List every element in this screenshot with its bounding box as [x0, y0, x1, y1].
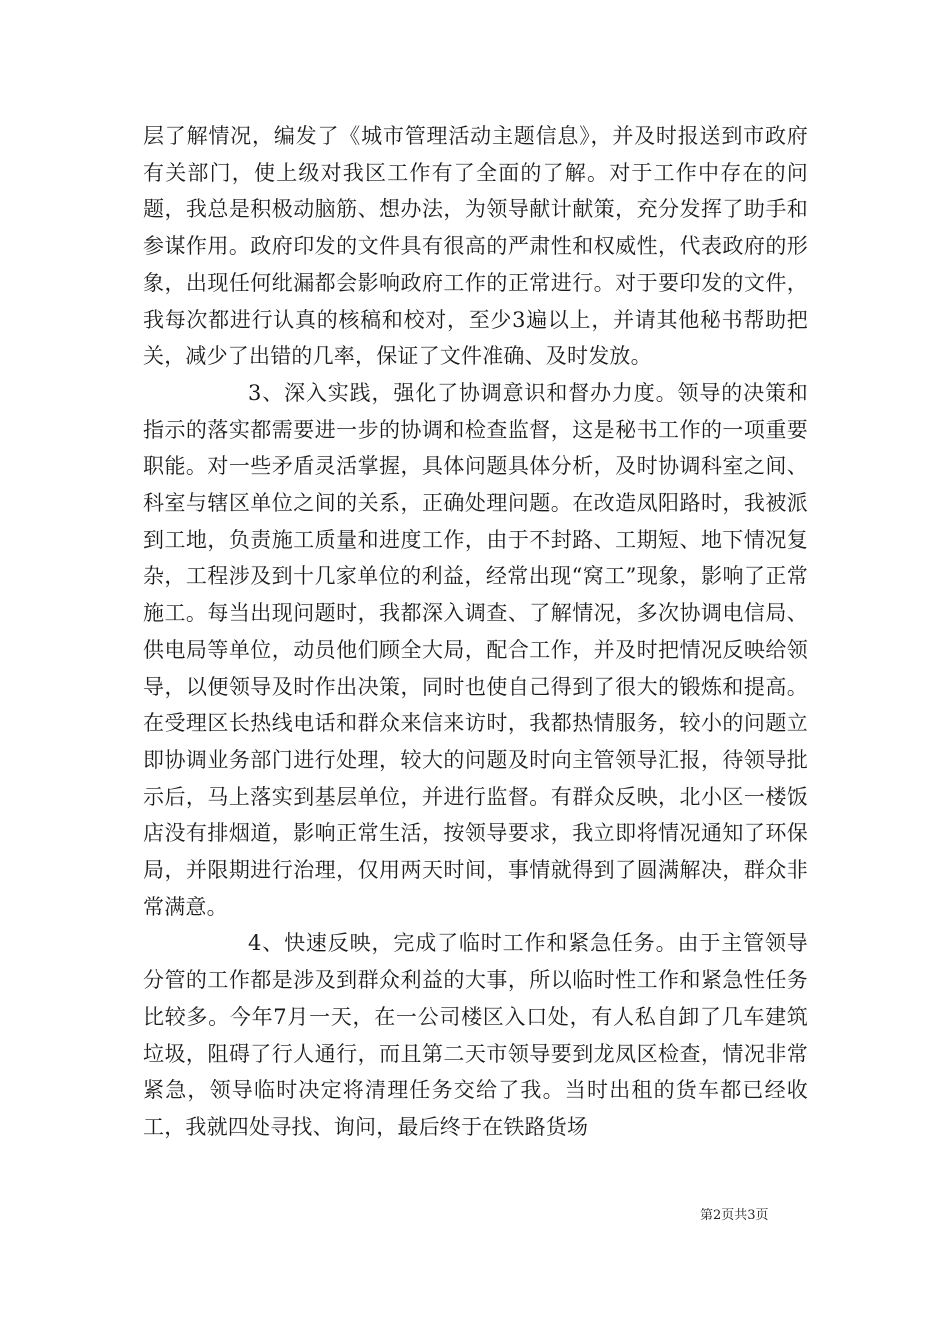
- page-number-footer: 第2页共3页: [700, 1208, 769, 1223]
- paragraph-2: 3、深入实践，强化了协调意识和督办力度。领导的决策和指示的落实都需要进一步的协调和检查监督，这是秘书工作的一项重要职能。对一些矛盾灵活掌握，具体问题具体分析，及时协调科室之间、科室与辖区单位之间的关系，正确处理问题。在改造凤阳路时，我被派到工地，负责施工质量和进度工作，由于不封路、工期短、地下情况复杂，工程涉及到十几家单位的利益，经常出现“窝工”现象，影响了正常施工。每当出现问题时，我都深入调查、了解情况，多次协调电信局、供电局等单位，动员他们顾全大局，配合工作，并及时把情况反映给领导，以便领导及时作出决策，同时也使自己得到了很大的锻炼和提高。在受理区长热线电话和群众来信来访时，我都热情服务，较小的问题立即协调业务部门进行处理，较大的问题及时向主管领导汇报，待领导批示后，马上落实到基层单位，并进行监督。有群众反映，北小区一楼饭店没有排烟道，影响正常生活，按领导要求，我立即将情况通知了环保局，并限期进行治理，仅用两天时间，事情就得到了圆满解决，群众非常满意。: [143, 380, 808, 919]
- paragraph-1: 层了解情况，编发了《城市管理活动主题信息》，并及时报送到市政府有关部门，使上级对我区工作有了全面的了解。对于工作中存在的问题，我总是积极动脑筋、想办法，为领导献计献策，充分发挥了助手和参谋作用。政府印发的文件具有很高的严肃性和权威性，代表政府的形象，出现任何纰漏都会影响政府工作的正常进行。对于要印发的文件，我每次都进行认真的核稿和校对，至少3遍以上，并请其他秘书帮助把关，减少了出错的几率，保证了文件准确、及时发放。: [143, 124, 808, 369]
- document-body: [143, 118, 808, 1146]
- paragraph-3: 4、快速反映，完成了临时工作和紧急任务。由于主管领导分管的工作都是涉及到群众利益的大事，所以临时性工作和紧急性任务比较多。今年7月一天，在一公司楼区入口处，有人私自卸了几车建筑垃圾，阻碍了行人通行，而且第二天市领导要到龙凤区检查，情况非常紧急，领导临时决定将清理任务交给了我。当时出租的货车都已经收工，我就四处寻找、询问，最后终于在铁路货场: [143, 931, 808, 1139]
